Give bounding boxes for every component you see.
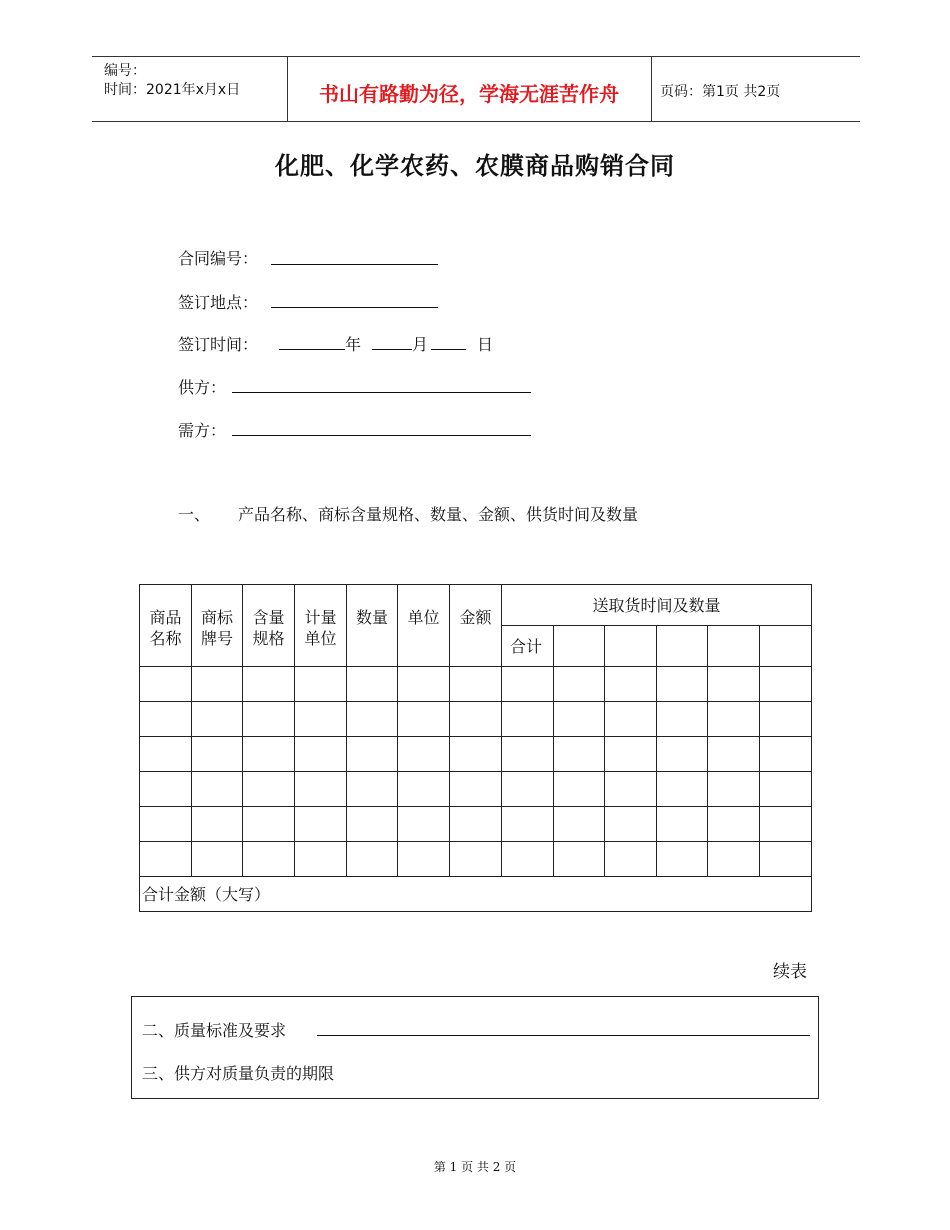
- table-cell[interactable]: [760, 772, 812, 807]
- table-cell[interactable]: [347, 772, 398, 807]
- header-text: 牌号: [200, 629, 233, 648]
- year-label: 年: [345, 335, 362, 354]
- contract-number-label: 合同编号：: [178, 249, 259, 268]
- table-cell[interactable]: [295, 737, 347, 772]
- table-cell[interactable]: [295, 807, 347, 842]
- table-cell[interactable]: [554, 807, 605, 842]
- table-cell[interactable]: [605, 772, 657, 807]
- table-cell[interactable]: [554, 667, 605, 702]
- table-cell[interactable]: [657, 807, 708, 842]
- day-label: 日: [477, 335, 494, 354]
- table-cell[interactable]: [708, 772, 760, 807]
- table-row: [140, 667, 812, 702]
- header-motto: 书山有路勤为径，学海无涯苦作舟: [319, 82, 619, 106]
- table-cell[interactable]: [243, 667, 295, 702]
- table-cell[interactable]: [140, 667, 192, 702]
- table-cell[interactable]: [140, 772, 192, 807]
- continued-label: 续表: [773, 962, 807, 982]
- table-cell[interactable]: [708, 842, 760, 877]
- sign-time-label: 签订时间：: [178, 335, 259, 354]
- table-cell[interactable]: [502, 842, 554, 877]
- table-cell[interactable]: [347, 807, 398, 842]
- table-cell[interactable]: [192, 737, 243, 772]
- table-cell[interactable]: [760, 807, 812, 842]
- table-cell[interactable]: [657, 737, 708, 772]
- table-cell[interactable]: [243, 842, 295, 877]
- supplier-field[interactable]: [232, 392, 531, 393]
- contract-number-field[interactable]: [271, 264, 438, 265]
- section-1-title: 产品名称、商标含量规格、数量、金额、供货时间及数量: [238, 505, 639, 524]
- table-cell[interactable]: [657, 667, 708, 702]
- header-amount: 金额: [450, 585, 502, 667]
- table-cell[interactable]: [295, 667, 347, 702]
- table-cell[interactable]: [708, 667, 760, 702]
- table-cell[interactable]: [192, 842, 243, 877]
- table-cell[interactable]: [657, 702, 708, 737]
- table-cell[interactable]: [450, 737, 502, 772]
- header-text: 名称: [149, 629, 182, 648]
- table-cell[interactable]: [450, 807, 502, 842]
- delivery-cell: [657, 626, 708, 667]
- table-cell[interactable]: [347, 737, 398, 772]
- table-cell[interactable]: [760, 667, 812, 702]
- table-cell[interactable]: [347, 667, 398, 702]
- table-cell[interactable]: [554, 772, 605, 807]
- table-cell[interactable]: [398, 737, 450, 772]
- table-row: [140, 842, 812, 877]
- table-cell[interactable]: [605, 842, 657, 877]
- header-delivery: 送取货时间及数量: [502, 585, 812, 626]
- header-time-label: 时间：2021年x月x日: [104, 82, 241, 98]
- table-cell[interactable]: [243, 702, 295, 737]
- table-cell[interactable]: [398, 667, 450, 702]
- header-page-label: 页码：第1页 共2页: [660, 84, 781, 100]
- header-text: 规格: [252, 629, 285, 648]
- table-cell[interactable]: [760, 702, 812, 737]
- table-cell[interactable]: [605, 702, 657, 737]
- footer-page-number: 第 1 页 共 2 页: [433, 1160, 517, 1174]
- table-row: [140, 737, 812, 772]
- document-title: 化肥、化学农药、农膜商品购销合同: [275, 152, 675, 180]
- header-text: 商标: [200, 608, 233, 627]
- table-cell[interactable]: [192, 807, 243, 842]
- table-row: [140, 702, 812, 737]
- table-cell[interactable]: [398, 842, 450, 877]
- header-divider-right: [651, 56, 652, 121]
- quality-period-label: 三、供方对质量负责的期限: [142, 1064, 335, 1083]
- table-cell[interactable]: [347, 842, 398, 877]
- section-1-number: 一、: [178, 505, 211, 524]
- table-cell[interactable]: [140, 702, 192, 737]
- table-cell[interactable]: [140, 737, 192, 772]
- header-unit: 单位: [398, 585, 450, 667]
- delivery-cell: [760, 626, 812, 667]
- header-unit-measure: [295, 585, 347, 667]
- sign-year-field[interactable]: [279, 349, 345, 350]
- table-cell[interactable]: [554, 842, 605, 877]
- total-amount-label[interactable]: 合计金额（大写）: [140, 877, 812, 912]
- table-cell[interactable]: [140, 807, 192, 842]
- table-cell[interactable]: [243, 737, 295, 772]
- table-header-row: [140, 585, 812, 626]
- quality-standard-label: 二、质量标准及要求: [142, 1021, 287, 1040]
- sign-place-field[interactable]: [271, 307, 438, 308]
- table-row: [140, 807, 812, 842]
- table-cell[interactable]: [708, 737, 760, 772]
- header-quantity: 数量: [347, 585, 398, 667]
- header-text: 计量: [304, 608, 337, 627]
- table-cell[interactable]: [502, 667, 554, 702]
- table-cell[interactable]: [605, 807, 657, 842]
- goods-table: [139, 584, 812, 912]
- table-cell[interactable]: [398, 702, 450, 737]
- table-cell[interactable]: [140, 842, 192, 877]
- table-cell[interactable]: [554, 737, 605, 772]
- table-cell[interactable]: [192, 772, 243, 807]
- sign-month-field[interactable]: [372, 349, 412, 350]
- table-cell[interactable]: [243, 807, 295, 842]
- header-text: 商品: [149, 608, 182, 627]
- table-cell[interactable]: [760, 842, 812, 877]
- table-cell[interactable]: [398, 772, 450, 807]
- header-top-rule: [92, 56, 860, 57]
- table-cell[interactable]: [605, 667, 657, 702]
- header-text: 含量: [252, 608, 285, 627]
- header-text: 单位: [304, 629, 337, 648]
- table-cell[interactable]: [502, 807, 554, 842]
- table-cell[interactable]: [554, 702, 605, 737]
- table-cell[interactable]: [347, 702, 398, 737]
- sign-day-field[interactable]: [431, 349, 466, 350]
- table-cell[interactable]: [502, 737, 554, 772]
- supplier-label: 供方：: [178, 378, 227, 397]
- sign-place-label: 签订地点：: [178, 293, 259, 312]
- header-brand: [192, 585, 243, 667]
- table-cell[interactable]: [657, 772, 708, 807]
- table-cell[interactable]: [605, 737, 657, 772]
- delivery-cell: [554, 626, 605, 667]
- table-cell[interactable]: [450, 842, 502, 877]
- table-cell[interactable]: [398, 807, 450, 842]
- table-cell[interactable]: [192, 667, 243, 702]
- quality-standard-field[interactable]: [317, 1035, 810, 1036]
- table-cell[interactable]: [657, 842, 708, 877]
- header-number-label: 编号：: [104, 63, 146, 79]
- table-cell[interactable]: [450, 772, 502, 807]
- month-label: 月: [412, 335, 429, 354]
- table-cell[interactable]: [243, 772, 295, 807]
- table-cell[interactable]: [295, 842, 347, 877]
- table-cell[interactable]: [708, 807, 760, 842]
- buyer-field[interactable]: [232, 435, 531, 436]
- table-row: [140, 772, 812, 807]
- buyer-label: 需方：: [178, 421, 227, 440]
- table-cell[interactable]: [760, 737, 812, 772]
- table-cell[interactable]: [502, 772, 554, 807]
- table-cell[interactable]: [502, 702, 554, 737]
- header-bottom-rule: [92, 121, 860, 122]
- header-product-name: [140, 585, 192, 667]
- table-cell[interactable]: [450, 667, 502, 702]
- header-subtotal: 合计: [502, 626, 554, 667]
- table-cell[interactable]: [295, 772, 347, 807]
- table-cell[interactable]: [295, 702, 347, 737]
- delivery-cell: [605, 626, 657, 667]
- table-cell[interactable]: [708, 702, 760, 737]
- total-amount-row: [140, 877, 812, 912]
- table-cell[interactable]: [450, 702, 502, 737]
- delivery-cell: [708, 626, 760, 667]
- header-spec: [243, 585, 295, 667]
- table-cell[interactable]: [192, 702, 243, 737]
